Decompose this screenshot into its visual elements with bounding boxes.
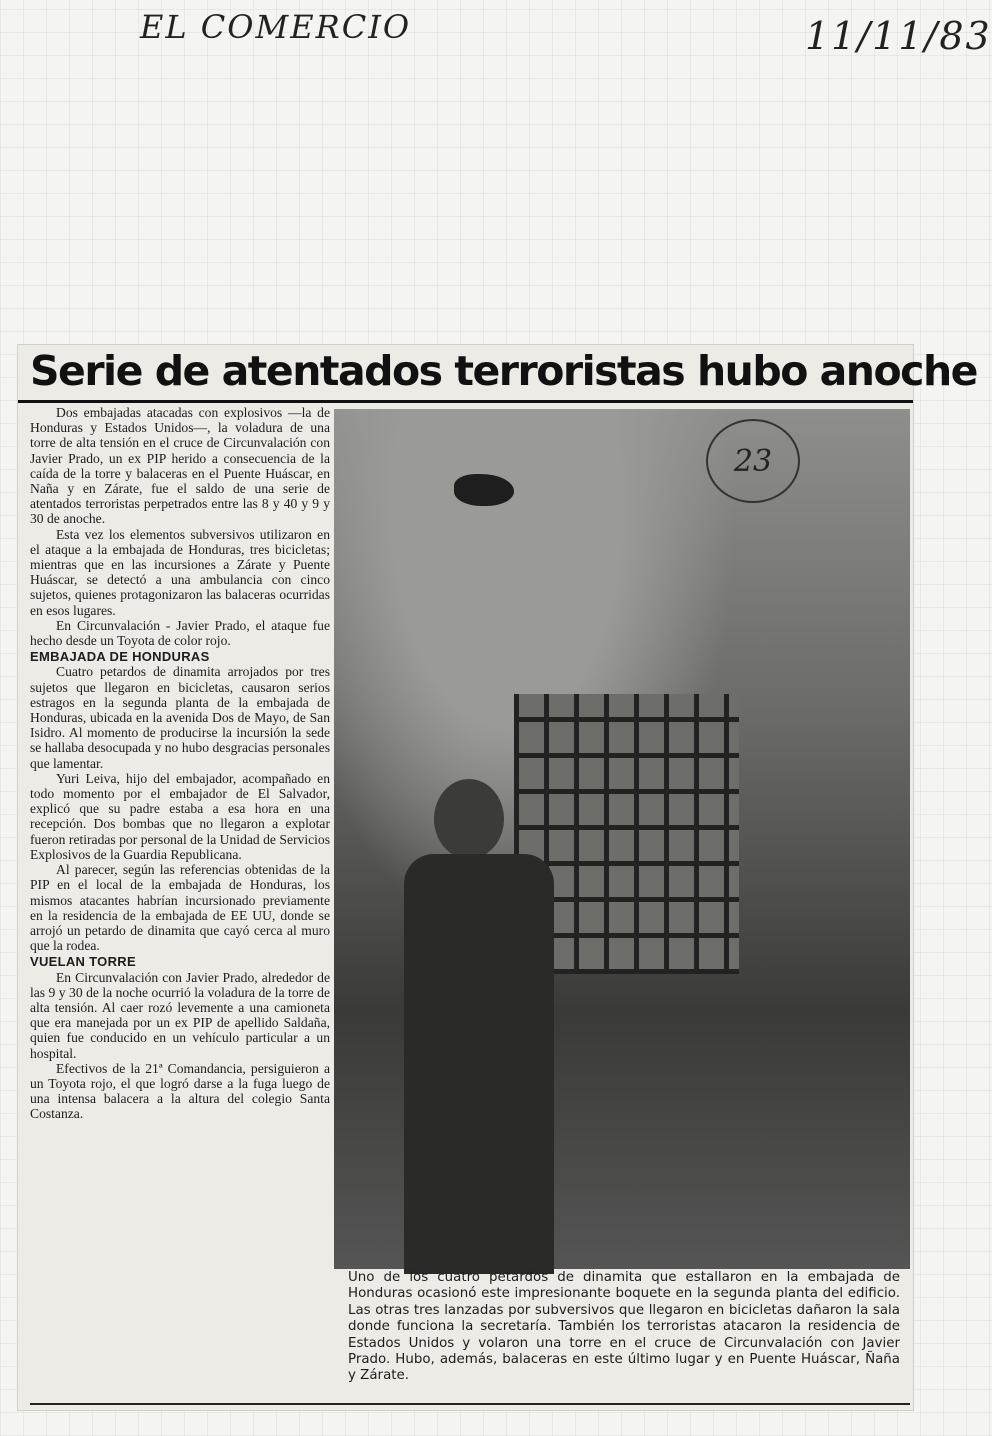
article-paragraph: En Circunvalación con Javier Prado, alrededor de las 9 y 30 de la noche ocurrió la voladura de la torre de alta tensión. Al caer rozó levemente a una camioneta que era manejada por un ex PIP de apellido Saldaña, quien fue conducido en un vehículo particular a un hospital. [30,969,330,1061]
person-head [434,779,504,859]
article-column [30,405,330,1400]
handwritten-date-note: 11/11/83 [805,14,992,58]
article-paragraph: Cuatro petardos de dinamita arrojados por tres sujetos que llegaron en bicicletas, causaron serios estragos en la segunda planta de la embajada de Honduras, ubicada en la avenida Dos de Mayo, de San Isidro. Al momento de producirse la incursión la sede se hallaba desocupada y no hubo desgracias personales que lamentar. [30,664,330,771]
photo-caption: Uno de los cuatro petardos de dinamita que estallaron en la embajada de Honduras ocasionó este impresionante boquete en la segunda planta del edificio. Las otras tres lanzadas por subversivos que llegaron en bicicletas dañaron la sala donde funciona la secretaría. También los terroristas atacaron la residencia de Estados Unidos y volaron una torre en el cruce de Circunvalación con Javier Prado. Hubo, además, balaceras en este último lugar y en Puente Huáscar, Ñaña y Zárate. [348,1270,900,1384]
section-heading-honduras: EMBAJADA DE HONDURAS [30,649,210,665]
person-silhouette [404,769,554,1269]
article-paragraph: En Circunvalación - Javier Prado, el ataque fue hecho desde un Toyota de color rojo. [30,617,330,649]
section-heading-torre: VUELAN TORRE [30,954,136,970]
person-body [404,854,554,1274]
article-paragraph: Yuri Leiva, hijo del embajador, acompañado en todo momento por el embajador de El Salvador, explicó que su padre estaba a esa hora en una recepción. Dos bombas que no llegaron a explotar fueron retiradas por personal de la Unidad de Servicios Explosivos de la Guardia Republicana. [30,770,330,862]
headline-rule [18,400,913,403]
newspaper-clipping [18,345,977,1410]
headline: Serie de atentados terroristas hubo anoche [30,347,977,395]
article-paragraph: Esta vez los elementos subversivos utilizaron en el ataque a la embajada de Honduras, tres bicicletas; mientras que en las incursiones a Zárate y Puente Huáscar, se detectó a una ambulancia con cinco sujetos, quienes protagonizaron las balaceras ocurridas en esos lugares. [30,526,330,618]
article-paragraph: Dos embajadas atacadas con explosivos —la de Honduras y Estados Unidos—, la voladura de una torre de alta tensión en el cruce de Circunvalación con Javier Prado, un ex PIP herido a consecuencia de la caída de la torre y balaceras en el Puente Huáscar, en Naña y en Zárate, fue el saldo de una serie de atentados terroristas perpetrados entre las 8 y 40 y 9 y 30 de anoche. [30,405,330,527]
handwritten-circled-number: 23 [706,419,800,503]
article-paragraph: Al parecer, según las referencias obtenidas de la PIP en el local de la embajada de Honduras, los mismos atacantes habrían incursionado previamente en la residencia de la embajada de EE UU, donde se arrojó un petardo de dinamita que cayó cerca al muro que la rodea. [30,862,330,954]
handwritten-source-note: EL COMERCIO [140,8,412,46]
bottom-rule [30,1403,910,1405]
blast-hole-graphic [454,474,514,506]
news-photo [334,409,910,1269]
article-paragraph: Efectivos de la 21ª Comandancia, persiguieron a un Toyota rojo, el que logró darse a la fuga luego de una intensa balacera a la altura del colegio Santa Costanza. [30,1060,330,1122]
